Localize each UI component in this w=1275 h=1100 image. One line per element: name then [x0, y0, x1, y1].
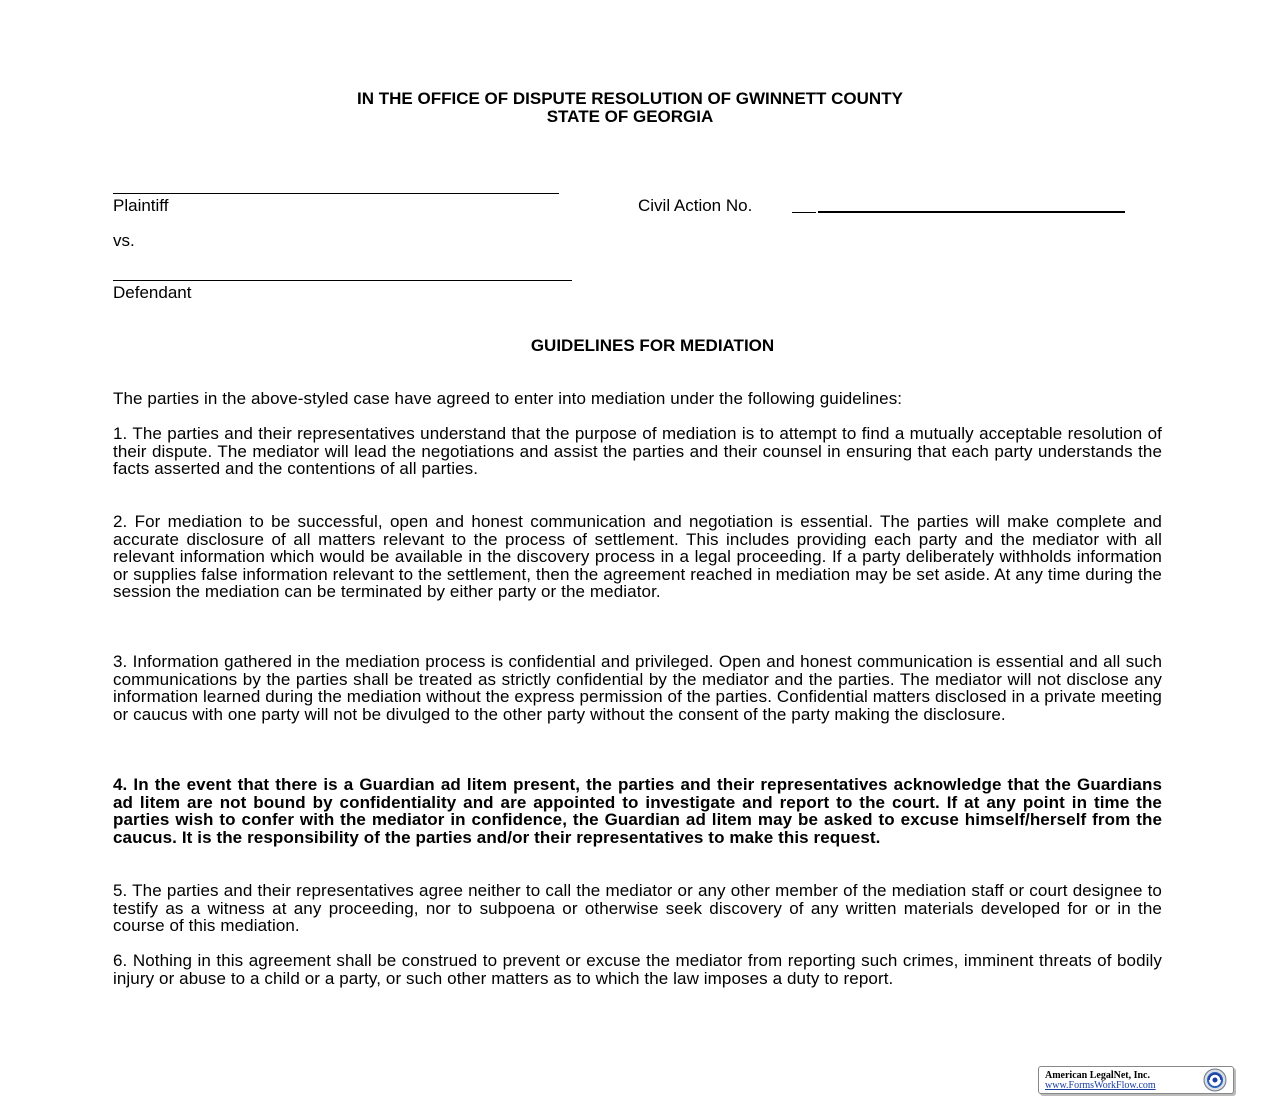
plaintiff-signature-line[interactable]	[113, 193, 559, 194]
civil-action-short-line	[792, 212, 816, 213]
guideline-paragraph-5: 5. The parties and their representatives agree neither to call the mediator or any other member of the mediation staff or court designee to testify as a witness at any proceeding, nor to subpoena or otherwise seek discovery of any written materials developed for or in the course of this mediation.	[113, 881, 1162, 935]
globe-logo-icon	[1199, 1067, 1229, 1093]
intro-paragraph: The parties in the above-styled case have agreed to enter into mediation under the following guidelines:	[113, 389, 903, 408]
defendant-signature-line[interactable]	[113, 280, 572, 281]
guideline-paragraph-2: 2. For mediation to be successful, open and honest communication and negotiation is essential. The parties will make complete and accurate disclosure of all matters relevant to the process of settlement. This includes providing each party and the mediator with all relevant information which would be available in the discovery process in a legal proceeding. If a party deliberately withholds information or supplies false information relevant to the settlement, then the agreement reached in mediation may be set aside. At any time during the session the mediation can be terminated by either party or the mediator.	[113, 512, 1162, 601]
guideline-paragraph-4: 4. In the event that there is a Guardian ad litem present, the parties and their representatives acknowledge that the Guardians ad litem are not bound by confidentiality and are appointed to investigate and report to the court. If at any point in time the parties wish to confer with the mediator in confidence, the Guardian ad litem may be asked to excuse himself/herself from the caucus. It is the responsibility of the parties and/or their representatives to make this request.	[113, 775, 1162, 847]
footer-company-name: American LegalNet, Inc.	[1045, 1070, 1150, 1081]
defendant-label: Defendant	[113, 283, 192, 302]
civil-action-label: Civil Action No.	[638, 196, 753, 215]
guideline-paragraph-3: 3. Information gathered in the mediation process is confidential and privileged. Open and honest communication is essential and all such communications by the parties shall be treated as strictly confidential by the mediator and the parties. The mediator will not disclose any information learned during the mediation without the express permission of the parties. Confidential matters disclosed in a private meeting or caucus with one party will not be divulged to the other party without the consent of the party making the disclosure.	[113, 652, 1162, 724]
civil-action-number-line[interactable]	[818, 211, 1125, 213]
court-heading-line2: STATE OF GEORGIA	[546, 107, 714, 126]
vs-label: vs.	[113, 231, 135, 250]
document-title: GUIDELINES FOR MEDIATION	[530, 336, 775, 355]
guideline-paragraph-1: 1. The parties and their representatives understand that the purpose of mediation is to attempt to find a mutually acceptable resolution of their dispute. The mediator will lead the negotiations and assist the parties and their counsel in ensuring that each party understands the facts asserted and the contentions of all parties.	[113, 424, 1162, 478]
guideline-paragraph-6: 6. Nothing in this agreement shall be construed to prevent or excuse the mediator from reporting such crimes, imminent threats of bodily injury or abuse to a child or a party, or such other matters as to which the law imposes a duty to report.	[113, 951, 1162, 988]
court-heading-line1: IN THE OFFICE OF DISPUTE RESOLUTION OF GWINNETT COUNTY	[357, 89, 903, 108]
footer-badge[interactable]	[1038, 1066, 1234, 1094]
footer-url-link[interactable]: www.FormsWorkFlow.com	[1045, 1080, 1156, 1091]
plaintiff-label: Plaintiff	[113, 196, 169, 215]
